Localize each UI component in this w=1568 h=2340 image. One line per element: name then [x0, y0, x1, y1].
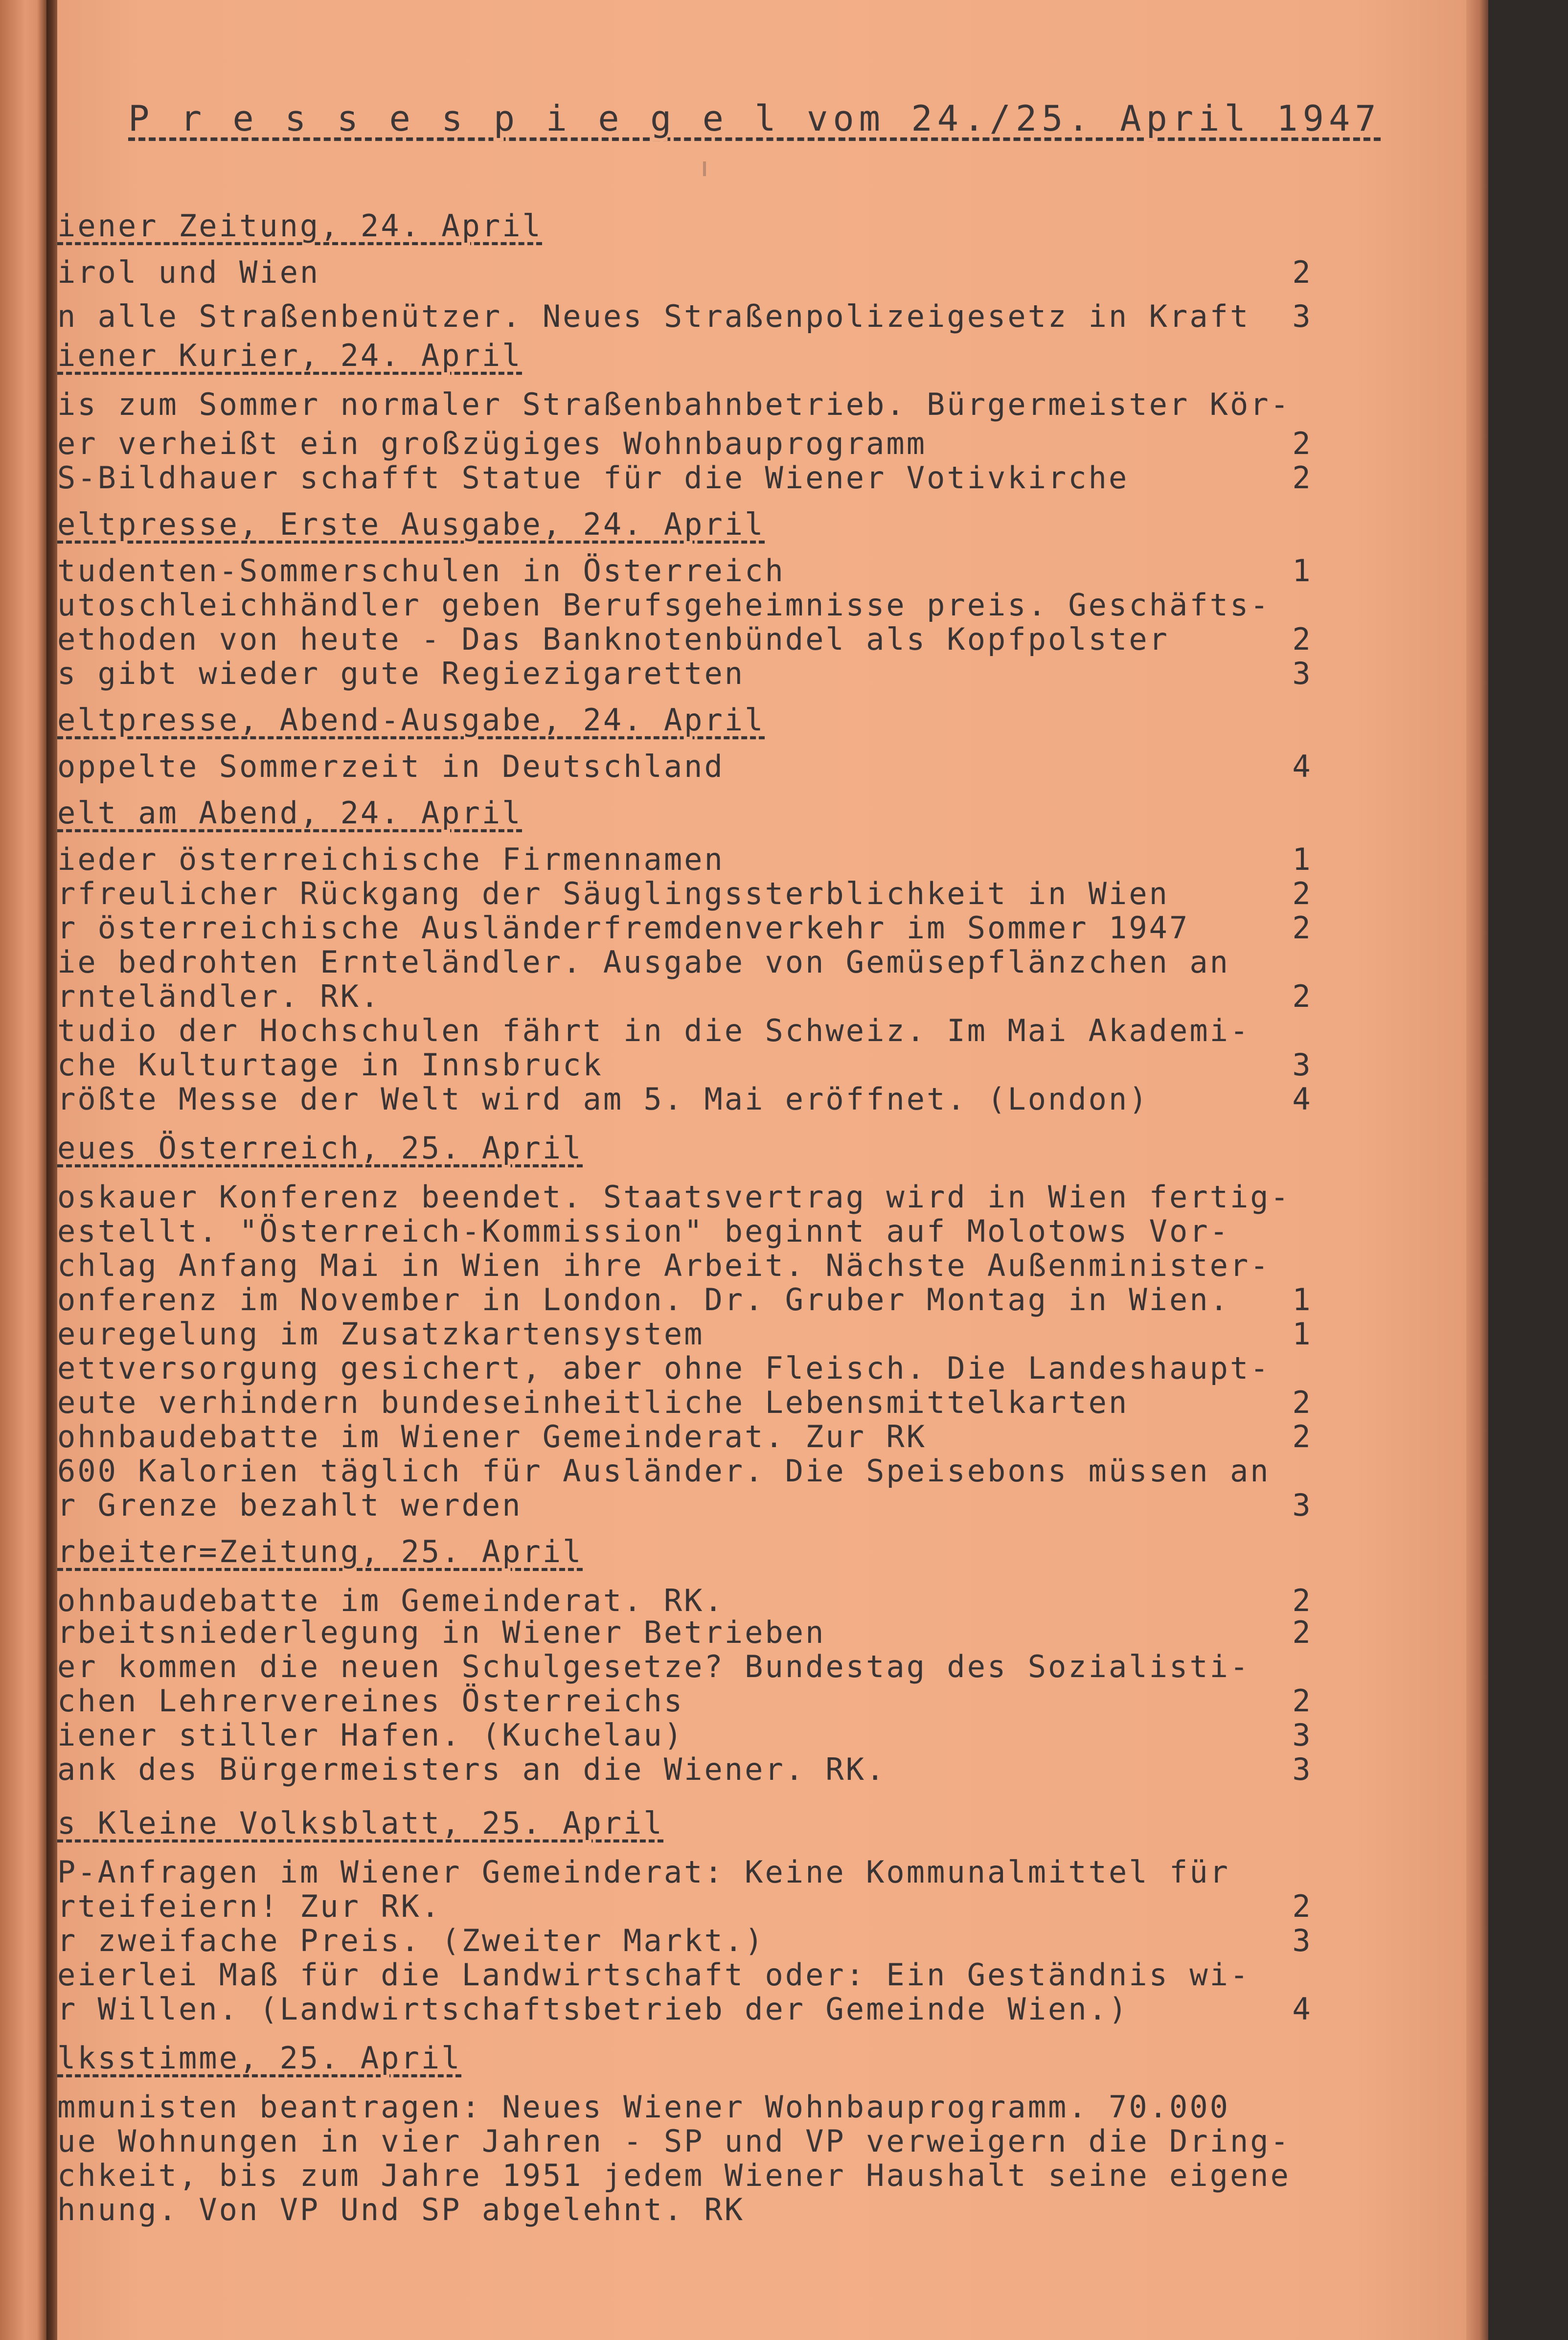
article-entry	[57, 978, 1378, 1013]
left-page-edge	[0, 0, 46, 2340]
entry-text: s gibt wieder gute Regiezigaretten	[57, 656, 745, 691]
article-entry	[57, 1453, 1378, 1487]
entry-text: r Willen. (Landwirtschaftsbetrieb der Gemeinde Wien.)	[57, 1991, 1129, 2027]
right-page-edge	[1466, 0, 1488, 2340]
article-entry	[57, 910, 1378, 944]
article-entry	[57, 1419, 1378, 1453]
article-entry	[57, 944, 1378, 978]
newspaper-heading	[57, 702, 1378, 736]
page-number: 3	[1292, 1923, 1313, 1958]
entry-text: eute verhindern bundeseinheitliche Lebensmittelkarten	[57, 1385, 1129, 1420]
entry-text: ethoden von heute - Das Banknotenbündel als Kopfpolster	[57, 621, 1169, 657]
heading-text: iener Kurier, 24. April	[57, 338, 523, 373]
article-entry	[57, 1583, 1378, 1617]
entry-text: rbeitsniederlegung in Wiener Betrieben	[57, 1614, 826, 1650]
entry-text: irol und Wien	[57, 254, 320, 290]
entry-text: ohnbaudebatte im Gemeinderat. RK.	[57, 1583, 725, 1618]
entry-text: er verheißt ein großzügiges Wohnbauprogramm	[57, 426, 927, 461]
entry-text: onferenz im November in London. Dr. Gruber Montag in Wien.	[57, 1282, 1230, 1318]
article-entry	[57, 1316, 1378, 1350]
entry-text: rnteländler. RK.	[57, 978, 381, 1014]
article-entry	[57, 2123, 1378, 2158]
article-entry	[57, 1013, 1378, 1047]
article-entry	[57, 587, 1378, 621]
page-number: 2	[1292, 1385, 1313, 1420]
heading-text: iener Zeitung, 24. April	[57, 208, 543, 244]
page-number: 2	[1292, 1583, 1313, 1618]
page-number: 2	[1292, 1683, 1313, 1719]
article-entry	[57, 1179, 1378, 1213]
article-entry	[57, 1081, 1378, 1115]
heading-text: eltpresse, Erste Ausgabe, 24. April	[57, 506, 765, 542]
newspaper-heading	[57, 1534, 1378, 1568]
page-number: 2	[1292, 426, 1313, 461]
page-number: 1	[1292, 841, 1313, 877]
entry-text: tudenten-Sommerschulen in Österreich	[57, 553, 785, 589]
article-entry	[57, 1350, 1378, 1385]
entry-text: ank des Bürgermeisters an die Wiener. RK.	[57, 1751, 886, 1787]
entry-text: er kommen die neuen Schulgesetze? Bundestag des Sozialisti-	[57, 1649, 1250, 1684]
page-number: 1	[1292, 1316, 1313, 1352]
newspaper-heading	[57, 1130, 1378, 1164]
article-entry	[57, 1649, 1378, 1683]
article-entry	[57, 1991, 1378, 2025]
page-number: 2	[1292, 1419, 1313, 1454]
newspaper-heading	[57, 208, 1378, 242]
article-entry	[57, 1487, 1378, 1522]
newspaper-heading	[57, 506, 1378, 541]
entry-text: tudio der Hochschulen fährt in die Schweiz. Im Mai Akademi-	[57, 1013, 1250, 1048]
entry-text: rteifeiern! Zur RK.	[57, 1888, 442, 1924]
article-entry	[57, 1047, 1378, 1081]
entry-text: rößte Messe der Welt wird am 5. Mai eröffnet. (London)	[57, 1081, 1149, 1117]
entry-text: r österreichische Ausländerfremdenverkehr im Sommer 1947	[57, 910, 1190, 946]
heading-text: eues Österreich, 25. April	[57, 1130, 583, 1166]
article-entry	[57, 2089, 1378, 2123]
document-title: P r e s s e s p i e g e l vom 24./25. April 1947	[128, 98, 1381, 139]
entry-text: euregelung im Zusatzkartensystem	[57, 1316, 704, 1352]
article-entry	[57, 876, 1378, 910]
article-entry	[57, 621, 1378, 656]
heading-text: rbeiter=Zeitung, 25. April	[57, 1534, 583, 1569]
page-number: 2	[1292, 254, 1313, 290]
heading-text: s Kleine Volksblatt, 25. April	[57, 1805, 664, 1841]
article-entry	[57, 1614, 1378, 1649]
page-number: 2	[1292, 621, 1313, 657]
entry-text: iener stiller Hafen. (Kuchelau)	[57, 1717, 684, 1753]
entry-text: utoschleichhändler geben Berufsgeheimnisse preis. Geschäfts-	[57, 587, 1271, 623]
article-entry	[57, 1888, 1378, 1923]
entry-text: ie bedrohten Ernteländler. Ausgabe von Gemüsepflänzchen an	[57, 944, 1230, 980]
newspaper-heading	[57, 795, 1378, 829]
article-entry	[57, 2158, 1378, 2192]
entry-text: ue Wohnungen in vier Jahren - SP und VP verweigern die Dring-	[57, 2123, 1291, 2159]
article-entry	[57, 2192, 1378, 2226]
article-entry	[57, 1248, 1378, 1282]
paper-mark	[703, 161, 706, 176]
article-entry	[57, 553, 1378, 587]
entry-text: chlag Anfang Mai in Wien ihre Arbeit. Nächste Außenminister-	[57, 1248, 1271, 1283]
article-entry	[57, 254, 1378, 289]
page-number: 1	[1292, 553, 1313, 589]
entry-text: ohnbaudebatte im Wiener Gemeinderat. Zur RK	[57, 1419, 927, 1454]
page-number: 3	[1292, 1487, 1313, 1523]
page-number: 3	[1292, 1751, 1313, 1787]
page-number: 2	[1292, 876, 1313, 911]
entry-text: n alle Straßenbenützer. Neues Straßenpolizeigesetz in Kraft	[57, 298, 1250, 334]
article-entry	[57, 1683, 1378, 1717]
article-entry	[57, 1717, 1378, 1751]
article-entry	[57, 386, 1378, 421]
page-number: 4	[1292, 749, 1313, 784]
article-entry	[57, 749, 1378, 783]
binding-gutter	[46, 0, 57, 2340]
page-number: 2	[1292, 910, 1313, 946]
article-entry	[57, 1957, 1378, 1991]
page-number: 2	[1292, 1888, 1313, 1924]
entry-text: chkeit, bis zum Jahre 1951 jedem Wiener Haushalt seine eigene	[57, 2158, 1291, 2193]
page-content	[57, 0, 1466, 2340]
article-entry	[57, 841, 1378, 876]
page-number: 3	[1292, 656, 1313, 691]
entry-text: ieder österreichische Firmennamen	[57, 841, 725, 877]
article-entry	[57, 1282, 1378, 1316]
article-entry	[57, 298, 1378, 333]
article-entry	[57, 1854, 1378, 1888]
page-number: 4	[1292, 1991, 1313, 2027]
article-entry	[57, 1923, 1378, 1957]
entry-text: eierlei Maß für die Landwirtschaft oder: Ein Geständnis wi-	[57, 1957, 1250, 1993]
entry-text: hnung. Von VP Und SP abgelehnt. RK	[57, 2192, 745, 2227]
newspaper-heading	[57, 2040, 1378, 2074]
entry-text: 600 Kalorien täglich für Ausländer. Die Speisebons müssen an	[57, 1453, 1271, 1489]
entry-text: che Kulturtage in Innsbruck	[57, 1047, 603, 1083]
article-entry	[57, 1751, 1378, 1786]
entry-text: oskauer Konferenz beendet. Staatsvertrag wird in Wien fertig-	[57, 1179, 1291, 1215]
entry-text: chen Lehrervereines Österreichs	[57, 1683, 684, 1719]
article-entry	[57, 1385, 1378, 1419]
page-number: 2	[1292, 978, 1313, 1014]
entry-text: r zweifache Preis. (Zweiter Markt.)	[57, 1923, 765, 1958]
heading-text: eltpresse, Abend-Ausgabe, 24. April	[57, 702, 765, 738]
page-number: 2	[1292, 460, 1313, 496]
page-number: 1	[1292, 1282, 1313, 1318]
heading-text: elt am Abend, 24. April	[57, 795, 523, 831]
entry-text: S-Bildhauer schafft Statue für die Wiener Votivkirche	[57, 460, 1129, 496]
article-entry	[57, 1213, 1378, 1248]
newspaper-heading	[57, 1805, 1378, 1840]
entry-text: P-Anfragen im Wiener Gemeinderat: Keine Kommunalmittel für	[57, 1854, 1230, 1890]
page-number: 4	[1292, 1081, 1313, 1117]
entry-text: is zum Sommer normaler Straßenbahnbetrieb. Bürgermeister Kör-	[57, 386, 1291, 422]
entry-text: rfreulicher Rückgang der Säuglingssterblichkeit in Wien	[57, 876, 1169, 911]
page-number: 3	[1292, 1047, 1313, 1083]
entry-text: oppelte Sommerzeit in Deutschland	[57, 749, 725, 784]
heading-text: lksstimme, 25. April	[57, 2040, 462, 2076]
page-number: 2	[1292, 1614, 1313, 1650]
typewritten-page	[57, 0, 1466, 2340]
article-entry	[57, 460, 1378, 494]
entry-text: ettversorgung gesichert, aber ohne Fleisch. Die Landeshaupt-	[57, 1350, 1271, 1386]
article-entry	[57, 656, 1378, 690]
newspaper-heading	[57, 338, 1378, 372]
entry-text: estellt. "Österreich-Kommission" beginnt auf Molotows Vor-	[57, 1213, 1230, 1249]
entry-text: mmunisten beantragen: Neues Wiener Wohnbauprogramm. 70.000	[57, 2089, 1230, 2125]
entry-text: r Grenze bezahlt werden	[57, 1487, 523, 1523]
page-number: 3	[1292, 298, 1313, 334]
page-number: 3	[1292, 1717, 1313, 1753]
article-entry	[57, 426, 1378, 460]
